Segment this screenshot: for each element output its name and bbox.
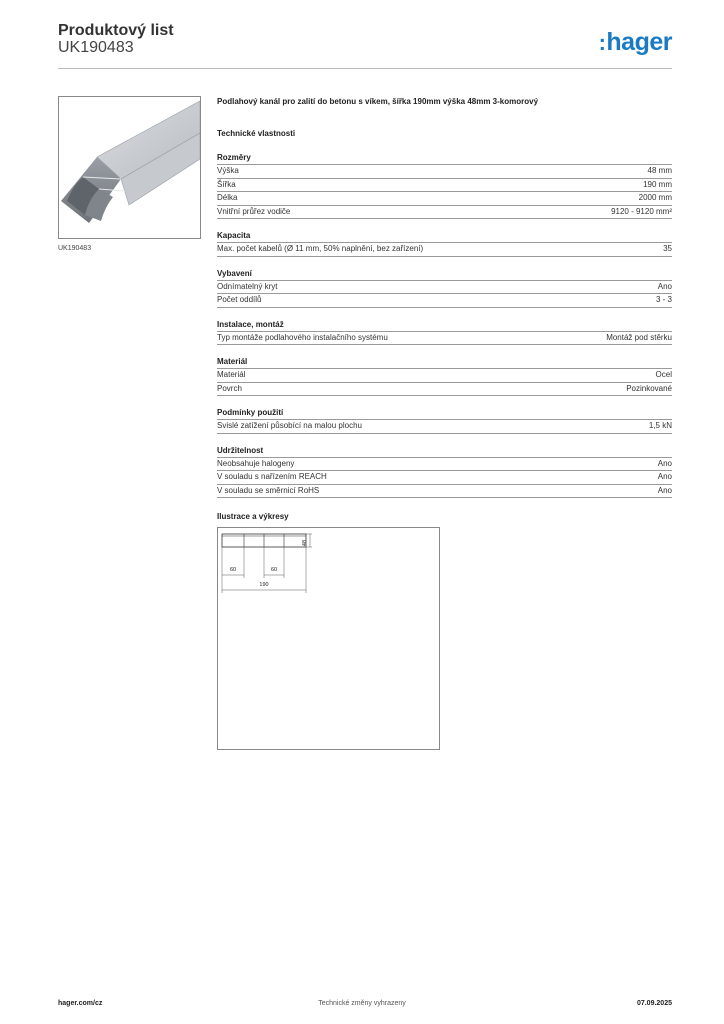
- dim-right-label: 60: [270, 567, 278, 573]
- property-label: Neobsahuje halogeny: [217, 458, 295, 468]
- property-value: Ano: [657, 458, 672, 468]
- property-row: [217, 383, 672, 397]
- property-row: [217, 485, 672, 499]
- dimension-drawing: [218, 528, 439, 749]
- dim-width-label: 190: [259, 582, 269, 588]
- property-value: 2000 mm: [638, 193, 672, 202]
- section-title: Rozměry: [217, 153, 672, 165]
- illustration-title: Ilustrace a výkresy: [217, 512, 289, 521]
- page-title: Produktový list: [58, 22, 174, 39]
- property-row: [217, 420, 672, 434]
- property-sections: [217, 153, 672, 498]
- property-value: 35: [663, 244, 672, 253]
- logo-colon-icon: :: [598, 30, 606, 55]
- property-row: [217, 458, 672, 472]
- footer-notice: Technické změny vyhrazeny: [318, 1000, 406, 1007]
- section-title: Udržitelnost: [217, 446, 672, 458]
- property-row: [217, 192, 672, 206]
- dim-height-label: 48: [302, 539, 308, 547]
- footer-website: hager.com/cz: [58, 1000, 103, 1007]
- property-row: [217, 369, 672, 383]
- logo-text: hager: [606, 28, 672, 56]
- property-label: Max. počet kabelů (Ø 11 mm, 50% naplnění, bez zařízení): [217, 244, 424, 253]
- property-value: 3 - 3: [655, 295, 672, 304]
- property-value: Ocel: [655, 370, 672, 379]
- product-details: [217, 97, 672, 750]
- property-label: Materiál: [217, 370, 246, 379]
- property-value: 48 mm: [647, 166, 672, 175]
- property-value: 1,5 kN: [648, 421, 672, 430]
- property-label: Svislé zatížení působící na malou plochu: [217, 421, 362, 430]
- property-value: Ano: [657, 281, 672, 291]
- property-label: Odnímatelný kryt: [217, 281, 278, 291]
- property-value: 9120 - 9120 mm²: [611, 206, 672, 216]
- property-section: [217, 231, 672, 257]
- section-title: Materiál: [217, 357, 672, 369]
- property-row: [217, 471, 672, 485]
- product-code: UK190483: [58, 39, 134, 56]
- property-label: Vnitřní průřez vodiče: [217, 206, 291, 216]
- property-row: [217, 294, 672, 308]
- property-value: Montáž pod stěrku: [606, 332, 672, 342]
- section-title: Instalace, montáž: [217, 320, 672, 332]
- property-section: [217, 357, 672, 396]
- property-row: [217, 179, 672, 193]
- cable-channel-image: [59, 97, 200, 238]
- property-label: Šířka: [217, 179, 236, 189]
- footer-date: 07.09.2025: [636, 1000, 672, 1007]
- property-label: Povrch: [217, 383, 242, 393]
- property-row: [217, 165, 672, 179]
- header-divider: [58, 68, 672, 69]
- property-section: [217, 269, 672, 308]
- property-section: [217, 320, 672, 346]
- property-label: V souladu s nařízením REACH: [217, 472, 327, 481]
- property-value: Ano: [657, 472, 672, 481]
- illustration-box: [217, 527, 440, 750]
- property-label: Počet oddílů: [217, 295, 262, 304]
- property-section: [217, 153, 672, 219]
- property-section: [217, 408, 672, 434]
- property-label: V souladu se směrnicí RoHS: [217, 485, 320, 495]
- tech-properties-title: Technické vlastnosti: [217, 129, 296, 138]
- property-label: Typ montáže podlahového instalačního systému: [217, 332, 388, 342]
- photo-caption: UK190483: [58, 245, 92, 252]
- section-title: Kapacita: [217, 231, 672, 243]
- property-value: 190 mm: [643, 179, 672, 189]
- property-row: [217, 281, 672, 295]
- product-photo: [58, 96, 201, 239]
- property-row: [217, 243, 672, 257]
- property-value: Pozinkované: [626, 383, 672, 393]
- hager-logo: [599, 28, 672, 57]
- product-description: Podlahový kanál pro zalití do betonu s víkem, šířka 190mm výška 48mm 3-komorový: [217, 97, 539, 106]
- section-title: Vybavení: [217, 269, 672, 281]
- dim-left-label: 60: [229, 567, 237, 573]
- property-label: Výška: [217, 166, 239, 175]
- property-row: [217, 206, 672, 220]
- property-row: [217, 332, 672, 346]
- property-section: [217, 446, 672, 499]
- section-title: Podmínky použití: [217, 408, 672, 420]
- property-value: Ano: [657, 485, 672, 495]
- property-label: Délka: [217, 193, 238, 202]
